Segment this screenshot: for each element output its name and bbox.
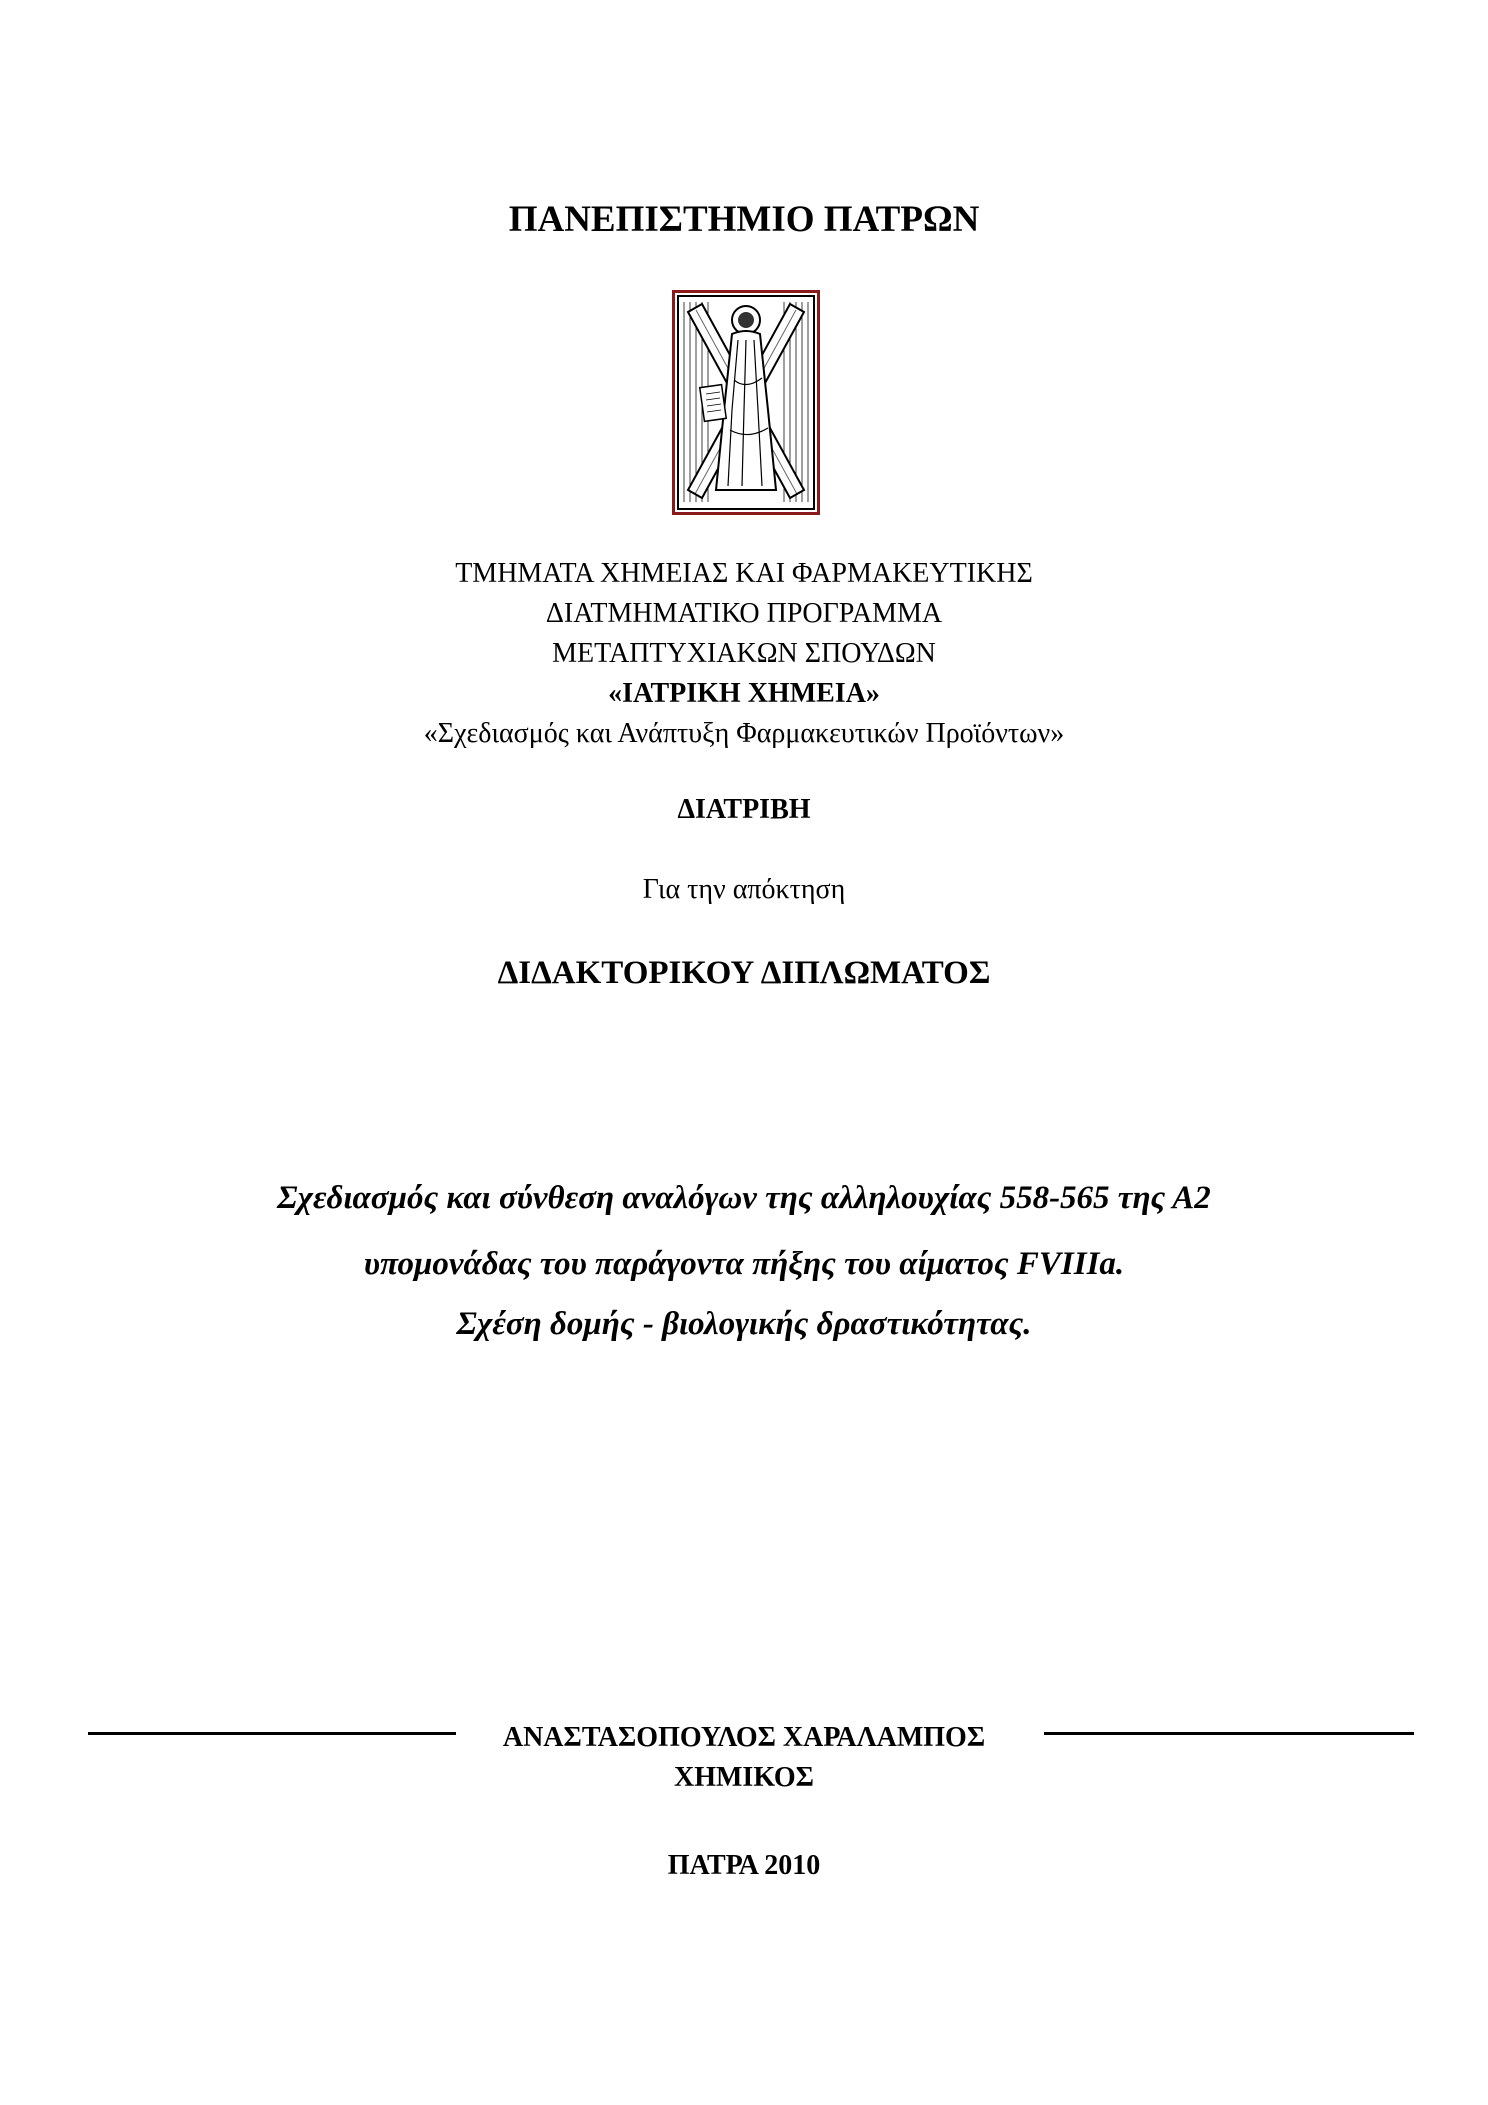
author-profession: ΧΗΜΙΚΟΣ (674, 1762, 814, 1793)
place-year: ΠΑΤΡΑ 2010 (667, 1850, 821, 1881)
program-name: «ΙΑΤΡΙΚΗ ΧΗΜΕΙΑ» (608, 678, 880, 709)
thesis-title-line-1: Σχεδιασμός και σύνθεση αναλόγων της αλληλουχίας 558-565 της Α2 (277, 1180, 1211, 1216)
department-line-1: ΤΜΗΜΑΤΑ ΧΗΜΕΙΑΣ ΚΑΙ ΦΑΡΜΑΚΕΥΤΙΚΗΣ (455, 558, 1033, 589)
thesis-title-line-2: υπομονάδας του παράγοντα πήξης του αίματος FVIIIa. (363, 1246, 1125, 1282)
university-seal-icon (672, 290, 820, 515)
author-name: ΑΝΑΣΤΑΣΟΠΟΥΛΟΣ ΧΑΡΑΛΑΜΠΟΣ (502, 1722, 986, 1753)
department-line-2: ΔΙΑΤΜΗΜΑΤΙΚΟ ΠΡΟΓΡΑΜΜΑ (545, 598, 943, 629)
department-line-3: ΜΕΤΑΠΤΥΧΙΑΚΩΝ ΣΠΟΥΔΩΝ (552, 638, 936, 669)
program-specialization: «Σχεδιασμός και Ανάπτυξη Φαρμακευτικών Προϊόντων» (423, 718, 1065, 749)
purpose-text: Για την απόκτηση (642, 874, 846, 905)
thesis-title-line-3: Σχέση δομής - βιολογικής δραστικότητας. (456, 1306, 1032, 1342)
degree-title: ΔΙΔΑΚΤΟΡΙΚΟΥ ΔΙΠΛΩΜΑΤΟΣ (497, 955, 991, 991)
university-name: ΠΑΝΕΠΙΣΤΗΜΙΟ ΠΑΤΡΩΝ (508, 199, 980, 240)
thesis-type: ΔΙΑΤΡΙΒΗ (677, 794, 811, 825)
